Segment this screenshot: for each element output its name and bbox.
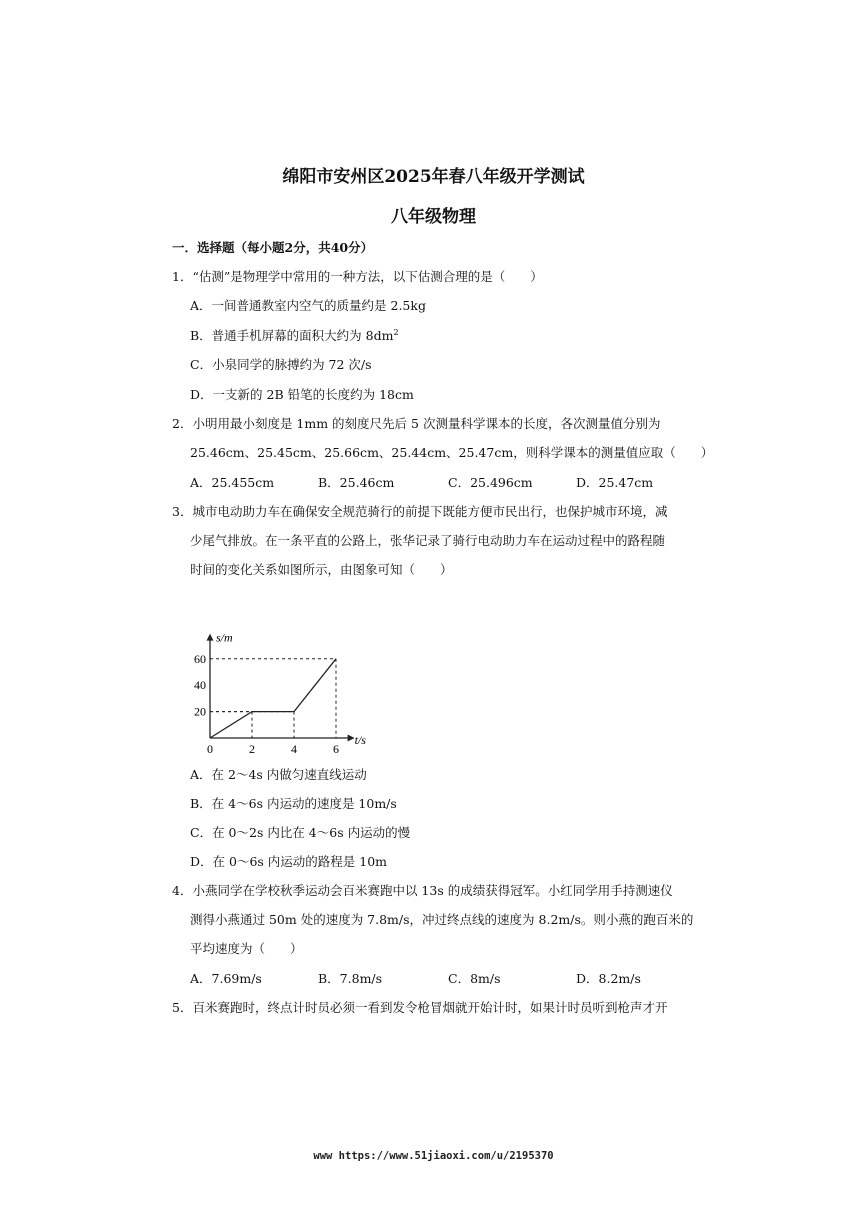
question-3-stem-line1: 3．城市电动助力车在确保安全规范骑行的前提下既能方便市民出行，也保护城市环境，减 (172, 504, 668, 519)
question-2-option-b: B．25.46cm (318, 475, 395, 490)
question-4-option-c: C．8m/s (448, 971, 501, 986)
question-2-option-a: A．25.455cm (190, 475, 275, 490)
question-4-option-a: A．7.69m/s (190, 971, 262, 986)
x-tick-label: 4 (291, 742, 297, 756)
y-tick-label: 40 (194, 678, 206, 693)
y-tick-label: 20 (194, 704, 206, 719)
exam-subtitle: 八年级物理 (391, 207, 476, 227)
question-3-option-b: B．在 4～6s 内运动的速度是 10m/s (190, 796, 397, 811)
section-heading: 一．选择题（每小题2分，共40分） (172, 240, 374, 255)
x-tick-label: 0 (207, 742, 213, 756)
question-3-option-a: A．在 2～4s 内做匀速直线运动 (190, 767, 367, 782)
question-3-stem-line2: 少尾气排放。在一条平直的公路上，张华记录了骑行电动助力车在运动过程中的路程随 (190, 533, 666, 548)
y-tick-label: 60 (194, 651, 206, 666)
exam-title: 绵阳市安州区2025年春八年级开学测试 (282, 167, 585, 187)
y-axis-arrow (207, 634, 214, 641)
series-line (210, 659, 336, 738)
question-4-stem-line2: 测得小燕通过 50m 处的速度为 7.8m/s，冲过终点线的速度为 8.2m/s。则小燕的跑百米的 (190, 912, 694, 927)
question-1-stem: 1．“估测”是物理学中常用的一种方法，以下估测合理的是（ ） (172, 269, 543, 284)
question-4-stem-line1: 4．小燕同学在学校秋季运动会百米赛跑中以 13s 的成绩获得冠军。小红同学用手持测速仪 (172, 883, 673, 898)
question-3-option-d: D．在 0～6s 内运动的路程是 10m (190, 854, 388, 869)
question-4-stem-line3: 平均速度为（ ） (190, 941, 303, 956)
question-5-stem-line1: 5．百米赛跑时，终点计时员必须一看到发令枪冒烟就开始计时，如果计时员听到枪声才开 (172, 1000, 668, 1015)
question-2-stem-line2: 25.46cm、25.45cm、25.66cm、25.44cm、25.47cm，则科学课本的测量值应取（ ） (190, 445, 714, 460)
st-graph (190, 586, 390, 756)
question-1-option-c: C．小泉同学的脉搏约为 72 次/s (190, 357, 372, 372)
question-1-option-a: A．一间普通教室内空气的质量约是 2.5kg (190, 298, 426, 313)
superscript: 2 (393, 327, 399, 337)
question-2-option-c: C．25.496cm (448, 475, 533, 490)
x-tick-label: 6 (333, 742, 339, 756)
question-2-option-d: D．25.47cm (576, 475, 654, 490)
option-b-text: B．普通手机屏幕的面积大约为 8dm (190, 328, 394, 343)
question-3-stem-line3: 时间的变化关系如图所示，由图象可知（ ） (190, 562, 453, 577)
y-axis-label: s/m (216, 630, 233, 645)
question-4-option-b: B．7.8m/s (318, 971, 383, 986)
question-1-option-d: D．一支新的 2B 铅笔的长度约为 18cm (190, 387, 414, 402)
x-axis-label: t/s (354, 733, 366, 747)
question-2-stem-line1: 2．小明用最小刻度是 1mm 的刻度尺先后 5 次测量科学课本的长度，各次测量值分别为 (172, 416, 661, 431)
x-axis-arrow (348, 735, 355, 742)
question-3-option-c: C．在 0～2s 内比在 4～6s 内运动的慢 (190, 825, 411, 840)
question-1-option-b (190, 326, 399, 344)
footer-watermark: www https://www.51jiaoxi.com/u/2195370 (313, 1150, 554, 1162)
question-4-option-d: D．8.2m/s (576, 971, 641, 986)
x-tick-label: 2 (249, 742, 255, 756)
